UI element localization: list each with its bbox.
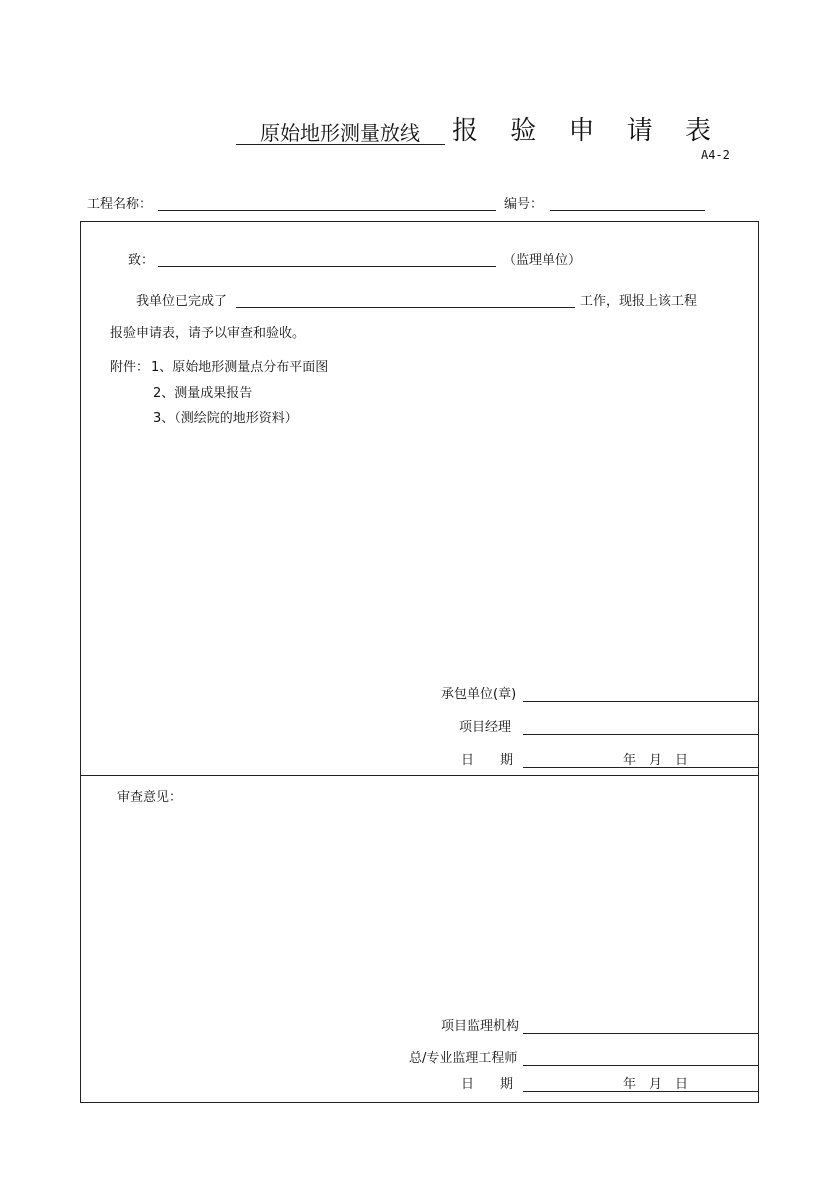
field-stub <box>758 734 759 742</box>
project-name-label: 工程名称： <box>87 197 153 212</box>
review-date-units: 年 月 日 <box>623 1077 689 1092</box>
supervision-org-label: 项目监理机构 <box>441 1019 520 1034</box>
supervisor-unit-hint: （监理单位） <box>503 253 582 268</box>
supervising-engineer-label: 总/专业监理工程师 <box>409 1051 518 1066</box>
form-subject: 原始地形测量放线 <box>260 121 420 145</box>
contractor-field[interactable] <box>523 701 759 702</box>
review-date-label: 日 期 <box>461 1077 514 1092</box>
form-title: 报 验 申 请 表 <box>452 116 724 146</box>
request-text: 报验申请表，请予以审查和验收。 <box>110 326 306 341</box>
number-label: 编号： <box>504 197 544 212</box>
number-field[interactable] <box>550 210 705 211</box>
completed-work-field[interactable] <box>236 307 575 308</box>
project-manager-field[interactable] <box>523 734 759 735</box>
attachment-item: 1、原始地形测量点分布平面图 <box>151 360 329 375</box>
supervision-org-field[interactable] <box>523 1033 759 1034</box>
supervisor-unit-field[interactable] <box>158 266 496 267</box>
subject-underline <box>236 144 445 145</box>
supervising-engineer-field[interactable] <box>523 1065 759 1066</box>
field-stub <box>758 1065 759 1073</box>
application-date-label: 日 期 <box>461 753 514 768</box>
project-name-field[interactable] <box>158 210 496 211</box>
completed-suffix: 工作，现报上该工程 <box>580 294 698 309</box>
review-opinion-label: 审查意见： <box>117 790 183 805</box>
completed-prefix: 我单位已完成了 <box>136 294 228 309</box>
section-divider <box>80 775 759 776</box>
contractor-label: 承包单位(章) <box>441 687 517 702</box>
attachments-label: 附件： <box>110 360 150 375</box>
attachment-item: 2、测量成果报告 <box>153 386 253 401</box>
project-manager-label: 项目经理 <box>459 720 512 735</box>
application-date-units: 年 月 日 <box>623 753 689 768</box>
form-code: A4-2 <box>701 148 730 162</box>
to-label: 致： <box>128 253 155 268</box>
form-box <box>80 221 759 1103</box>
attachment-item: 3、（测绘院的地形资料） <box>153 411 298 426</box>
